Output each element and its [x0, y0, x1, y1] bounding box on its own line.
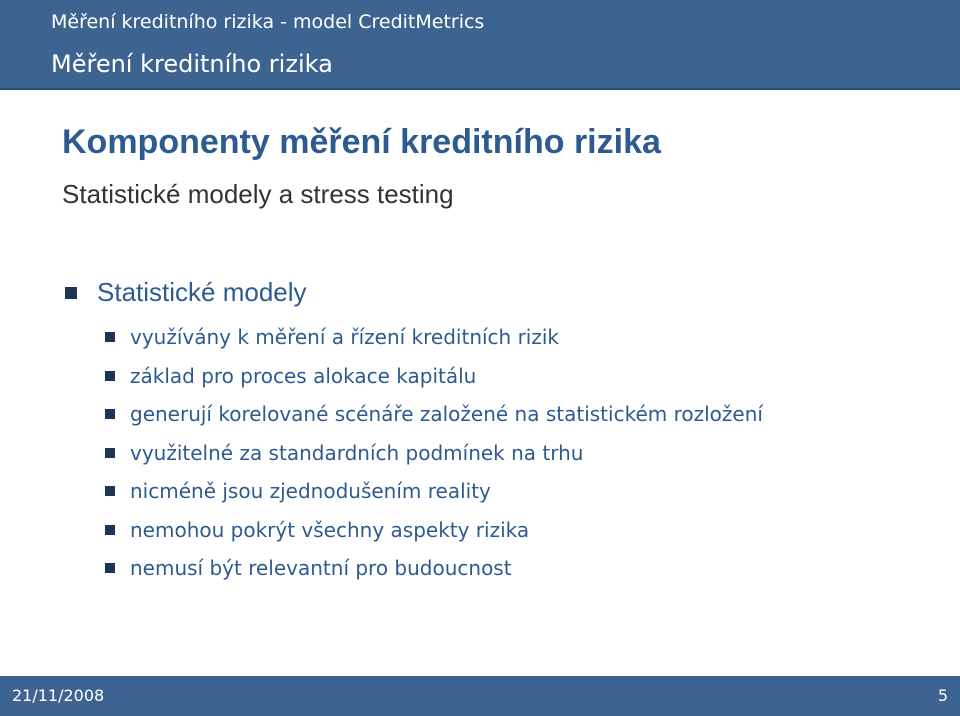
list-item-text: nicméně jsou zjednodušením reality	[130, 479, 491, 504]
slide-footer	[0, 676, 960, 716]
list-item-text: využitelné za standardních podmínek na trhu	[130, 440, 584, 465]
square-bullet-icon	[105, 332, 115, 342]
square-bullet-icon	[105, 409, 115, 419]
list-item	[105, 434, 763, 473]
list-item-text: nemohou pokrýt všechny aspekty rizika	[130, 517, 530, 542]
square-bullet-icon	[65, 287, 77, 299]
footer-date: 21/11/2008	[12, 686, 105, 705]
list-item	[105, 549, 763, 588]
header-subtitle: Měření kreditního rizika - model CreditMetrics	[51, 11, 485, 33]
list-item-text: nemusí být relevantní pro budoucnost	[130, 556, 512, 581]
list-item	[105, 395, 763, 434]
page-number: 5	[937, 686, 948, 705]
square-bullet-icon	[105, 525, 115, 535]
list-item-text: základ pro proces alokace kapitálu	[130, 363, 477, 388]
list-item	[105, 472, 763, 511]
slide-title: Komponenty měření kreditního rizika	[62, 123, 661, 161]
square-bullet-icon	[105, 563, 115, 573]
sub-bullet-list	[105, 318, 763, 588]
list-item	[105, 511, 763, 550]
slide-subtitle: Statistické modely a stress testing	[62, 179, 454, 209]
list-item	[105, 318, 763, 357]
list-item-text: generují korelované scénáře založené na statistickém rozložení	[130, 402, 763, 427]
list-item-text: využívány k měření a řízení kreditních rizik	[130, 325, 559, 350]
header-title: Měření kreditního rizika	[51, 50, 333, 78]
bullet-main	[65, 277, 307, 308]
list-item	[105, 357, 763, 396]
bullet-main-text: Statistické modely	[97, 277, 307, 307]
slide-header	[0, 0, 960, 90]
square-bullet-icon	[105, 486, 115, 496]
square-bullet-icon	[105, 448, 115, 458]
square-bullet-icon	[105, 371, 115, 381]
